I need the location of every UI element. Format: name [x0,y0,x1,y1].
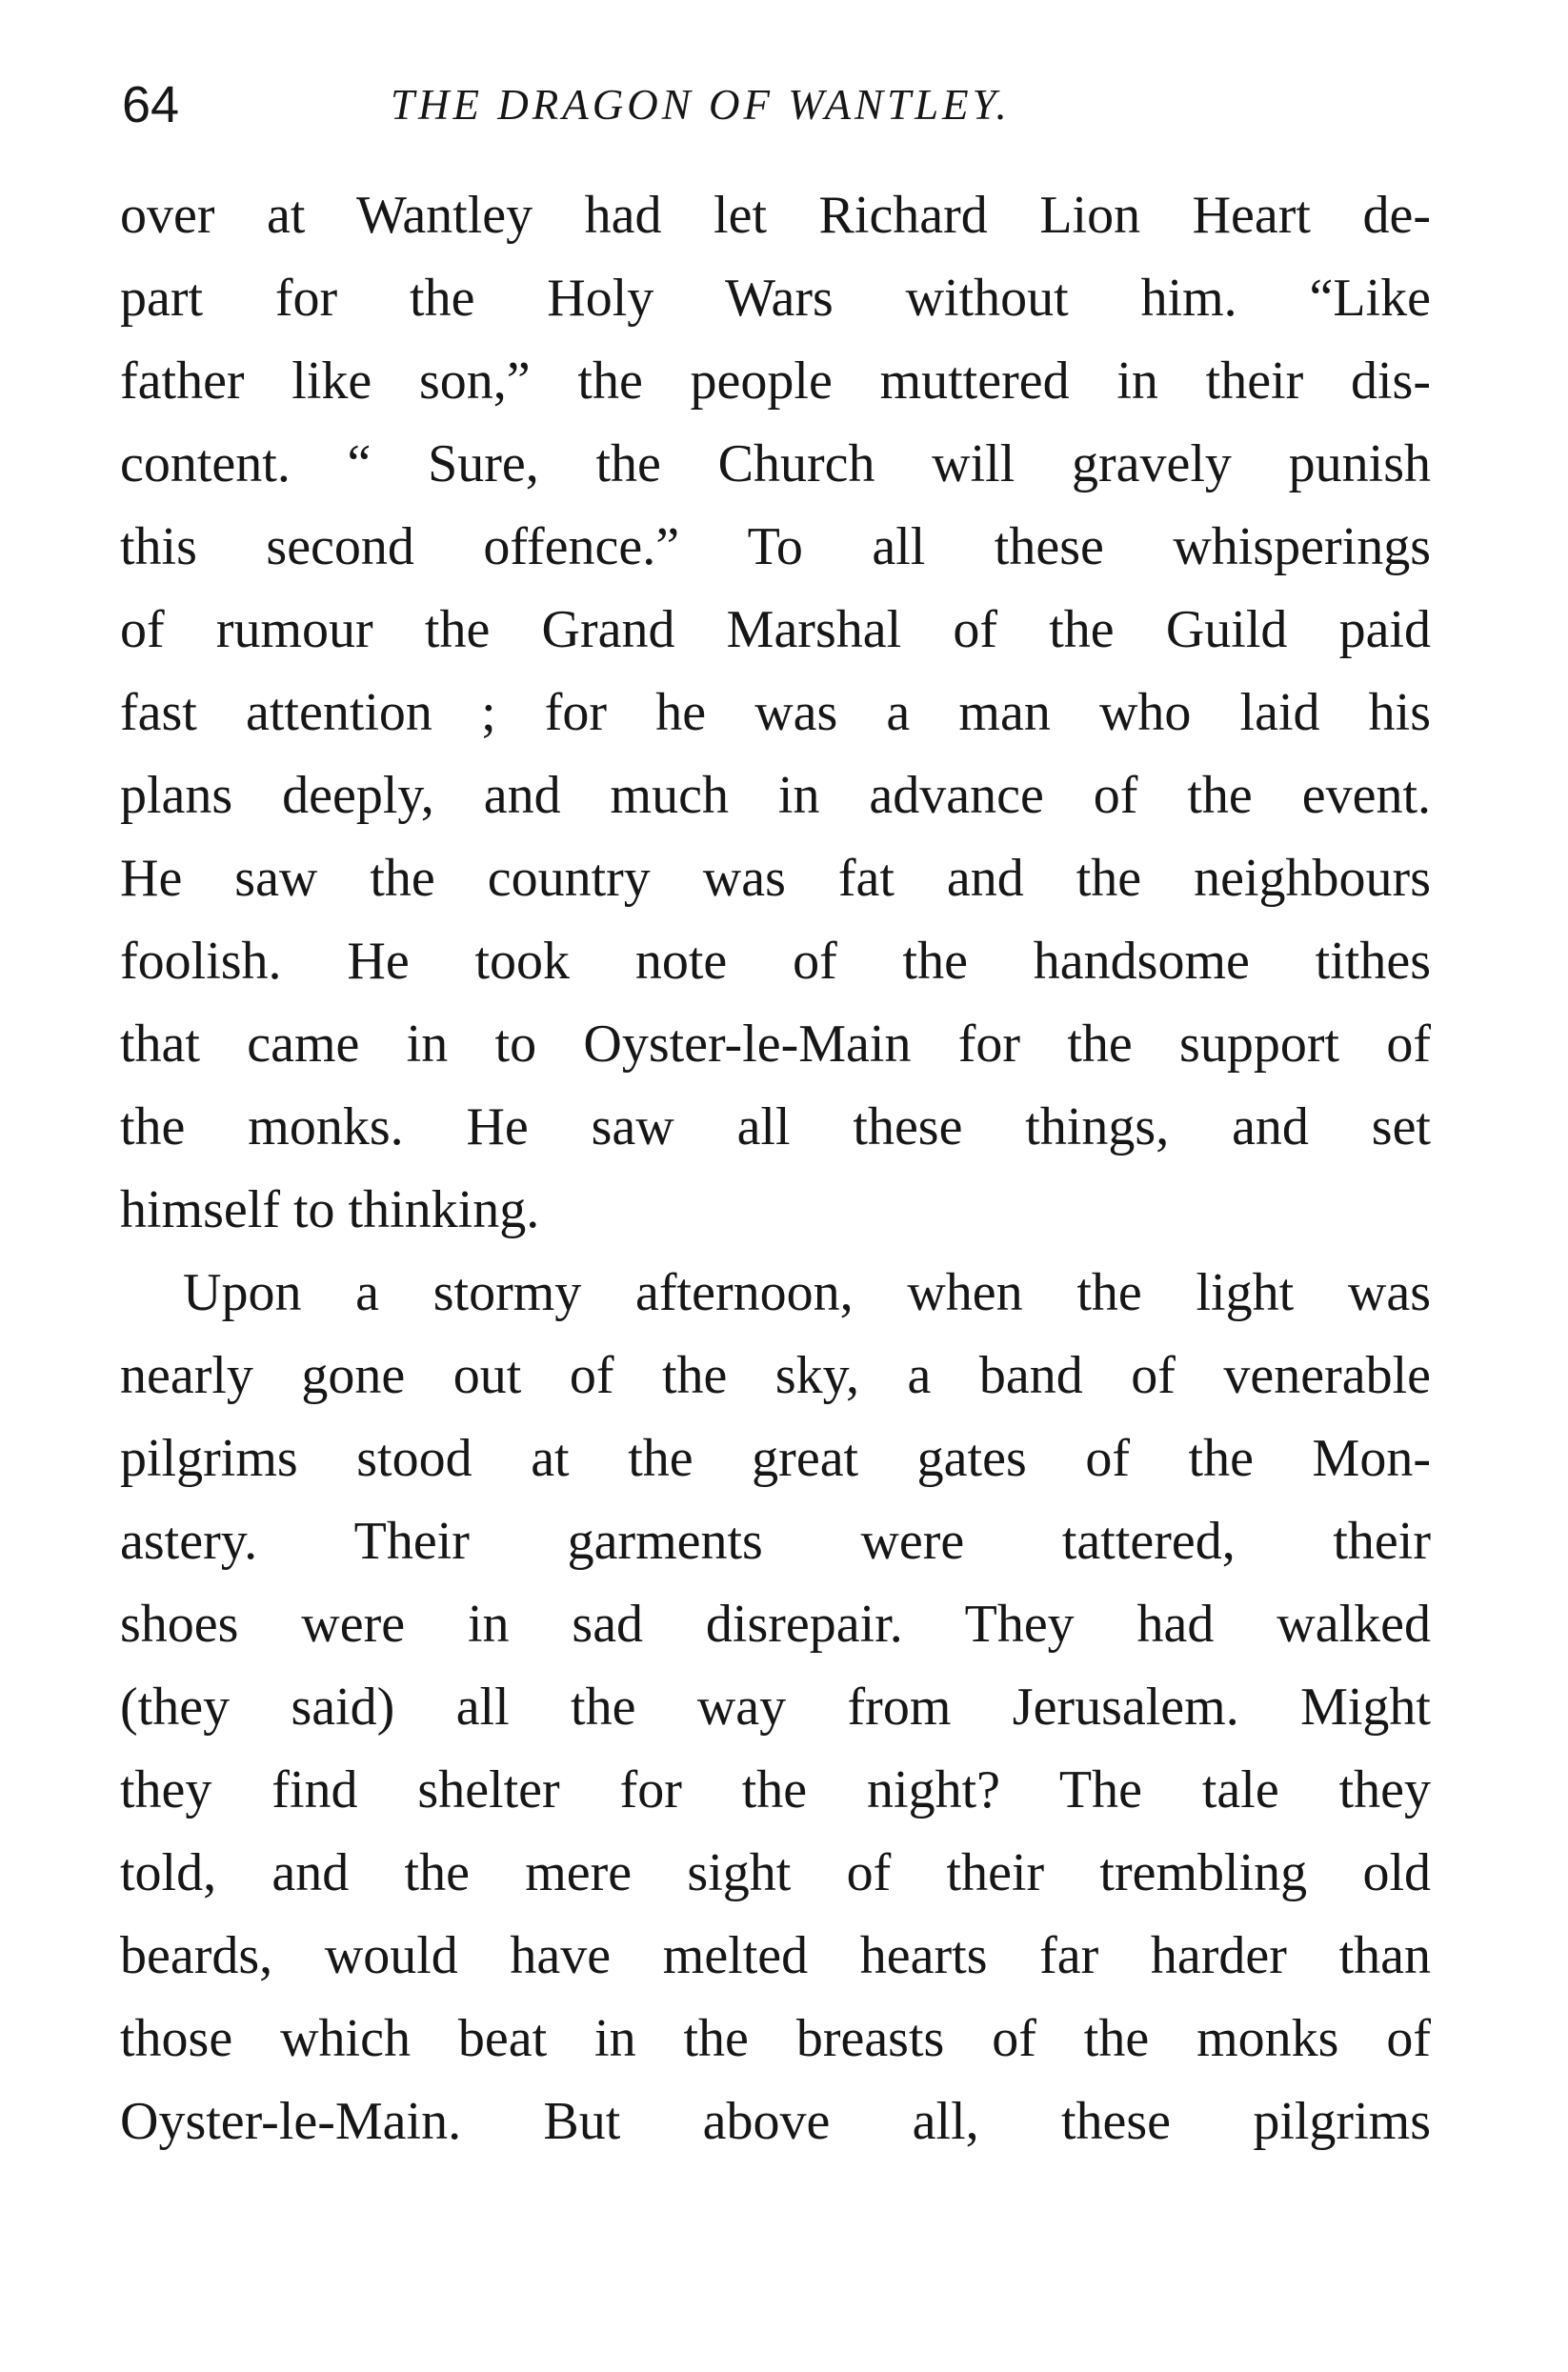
text-line: they find shelter for the night? The tale they [120,1760,1431,1819]
paragraph [120,1252,1431,2163]
body-text [120,174,1431,2163]
text-line: that came in to Oyster-le-Main for the support of [120,1015,1431,1074]
text-line: of rumour the Grand Marshal of the Guild paid [120,600,1431,659]
text-line: over at Wantley had let Richard Lion Heart de- [120,186,1431,245]
text-line: foolish. He took note of the handsome tithes [120,932,1431,991]
text-line: Oyster-le-Main. But above all, these pilgrims [120,2092,1431,2151]
text-line: nearly gone out of the sky, a band of venerable [120,1346,1431,1405]
paragraph [120,174,1431,1252]
text-line: He saw the country was fat and the neighbours [120,849,1431,908]
text-line: pilgrims stood at the great gates of the Mon- [120,1429,1431,1488]
text-line: beards, would have melted hearts far harder than [120,1926,1431,1985]
text-line: content. “ Sure, the Church will gravely punish [120,434,1431,493]
running-title: THE DRAGON OF WANTLEY. [391,81,1011,129]
text-line: those which beat in the breasts of the monks of [120,2009,1431,2068]
text-line: himself to thinking. [120,1180,540,1239]
text-line: (they said) all the way from Jerusalem. Might [120,1678,1431,1737]
text-line: shoes were in sad disrepair. They had walked [120,1595,1431,1654]
text-line: part for the Holy Wars without him. “Like [120,269,1431,328]
text-line: plans deeply, and much in advance of the event. [120,766,1431,825]
text-line: this second offence.” To all these whisperings [120,517,1431,576]
text-line: father like son,” the people muttered in their dis- [120,352,1431,411]
text-line: told, and the mere sight of their trembling old [120,1843,1431,1902]
text-line: the monks. He saw all these things, and set [120,1097,1431,1156]
page-number: 64 [122,76,180,133]
text-line: fast attention ; for he was a man who laid his [120,683,1431,742]
page-header [114,67,1448,143]
text-line: Upon a stormy afternoon, when the light was [183,1263,1431,1322]
text-line: astery. Their garments were tattered, their [120,1512,1431,1571]
